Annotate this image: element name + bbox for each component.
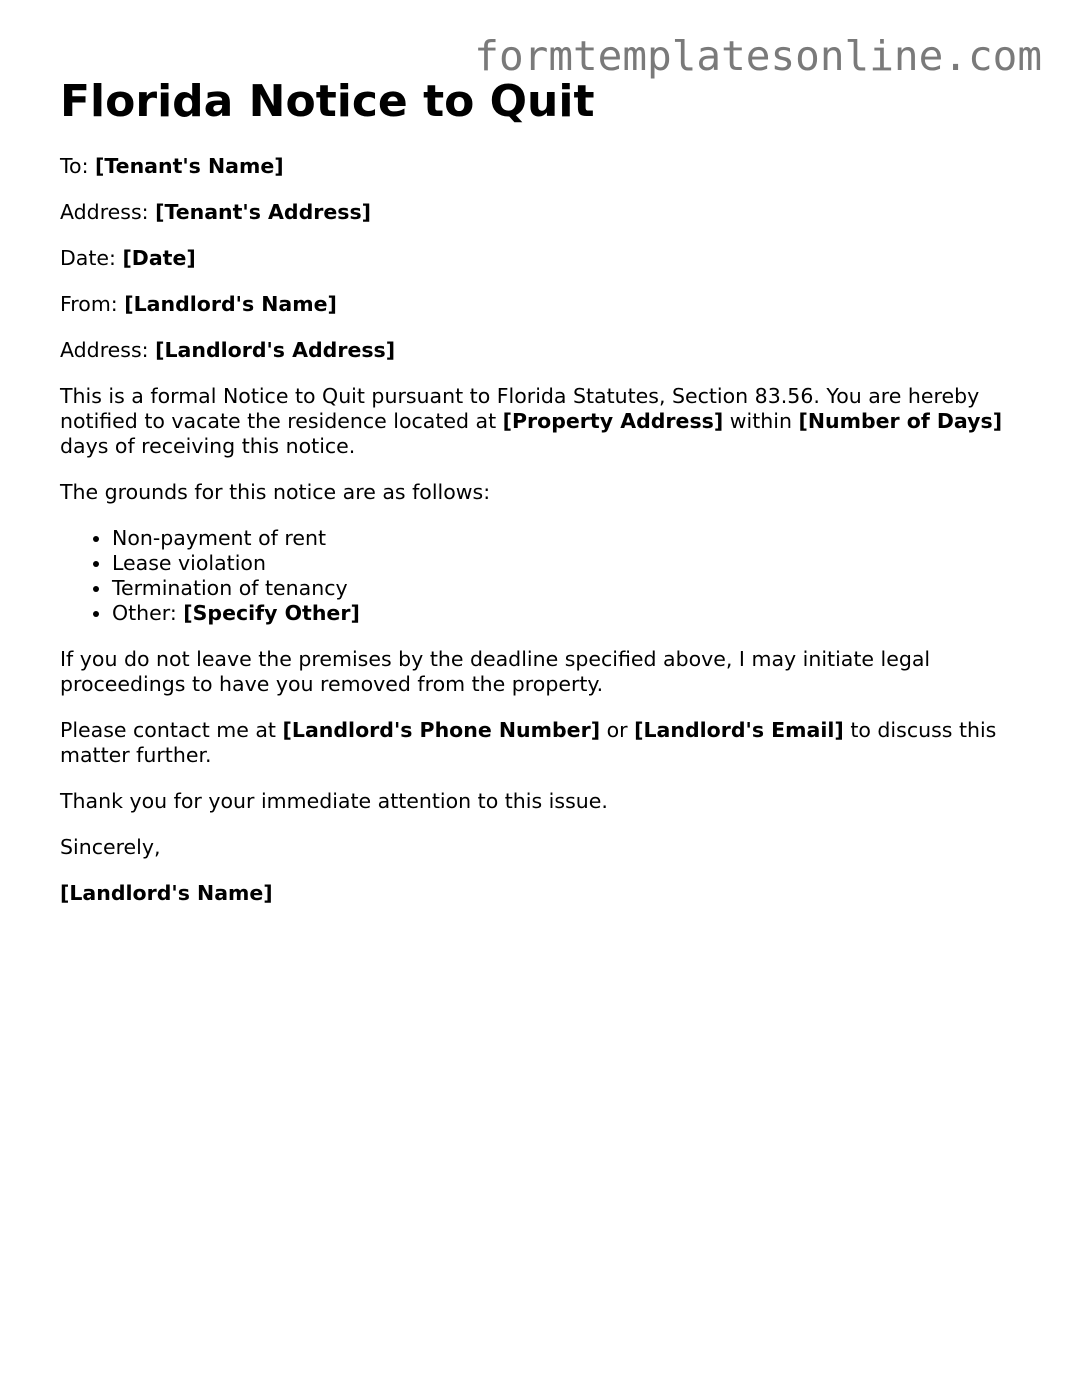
grounds-list: [60, 526, 1020, 626]
from-line: [60, 292, 1020, 317]
property-address-field: [Property Address]: [502, 409, 724, 433]
thanks-paragraph: Thank you for your immediate attention to this issue.: [60, 789, 608, 813]
tenant-address-label: Address:: [60, 200, 149, 224]
date-label: Date:: [60, 246, 116, 270]
from-label: From:: [60, 292, 118, 316]
tenant-name-field: [Tenant's Name]: [95, 154, 284, 178]
date-field: [Date]: [122, 246, 196, 270]
closing-line: Sincerely,: [60, 835, 161, 859]
watermark-text: formtemplatesonline.com: [474, 32, 1042, 80]
list-item: • Termination of tenancy: [112, 576, 1020, 601]
to-label: To:: [60, 154, 89, 178]
contact-text-3: to discuss this matter further.: [60, 718, 997, 767]
to-line: [60, 154, 1020, 179]
landlord-address-field: [Landlord's Address]: [155, 338, 396, 362]
contact-text-2: or: [606, 718, 628, 742]
notice-text-1: This is a formal Notice to Quit pursuant to Florida Statutes, Section 83.56. You are hereby notified to vacate the residence located at: [60, 384, 980, 433]
landlord-address-label: Address:: [60, 338, 149, 362]
landlord-email-field: [Landlord's Email]: [634, 718, 844, 742]
list-item: • Lease violation: [112, 551, 1020, 576]
notice-text-2: within: [729, 409, 792, 433]
tenant-address-line: [60, 200, 1020, 225]
landlord-name-field: [Landlord's Name]: [124, 292, 337, 316]
contact-paragraph: [60, 718, 1020, 768]
signature-name-field: [Landlord's Name]: [60, 881, 273, 905]
page-title: Florida Notice to Quit: [60, 76, 595, 127]
grounds-intro: The grounds for this notice are as follows:: [60, 480, 491, 504]
landlord-phone-field: [Landlord's Phone Number]: [282, 718, 601, 742]
date-line: [60, 246, 1020, 271]
contact-text-1: Please contact me at: [60, 718, 276, 742]
specify-other-field: [Specify Other]: [183, 601, 360, 625]
landlord-address-line: [60, 338, 1020, 363]
list-item-other: [112, 601, 1020, 626]
legal-warning-paragraph: If you do not leave the premises by the deadline specified above, I may initiate legal proceedings to have you removed from the property.: [60, 647, 931, 696]
notice-text-3: days of receiving this notice.: [60, 434, 356, 458]
other-label: Other:: [112, 601, 177, 625]
number-of-days-field: [Number of Days]: [798, 409, 1003, 433]
tenant-address-field: [Tenant's Address]: [155, 200, 372, 224]
notice-paragraph: [60, 384, 1020, 459]
list-item: • Non-payment of rent: [112, 526, 1020, 551]
notice-document: [60, 74, 1020, 906]
